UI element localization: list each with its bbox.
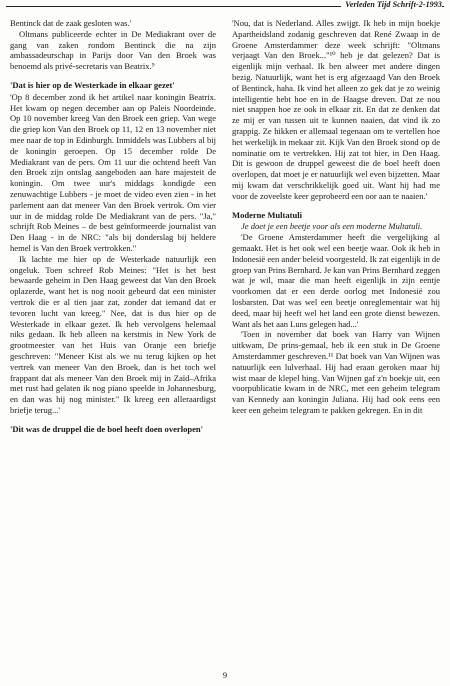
paragraph: 'Toen in november dat boek van Harry van Wijnen uitkwam, De prins-gemaal, heb ik een stuk in De Groene Amsterdammer geschreven.¹¹ Dat boek van Van Wijnen was natuurlijk een lulverhaal. Hij had eraan geroken maar hij wist maar de klepel hing. Van Wijnen gaf z'n boekje uit, een voorpublicatie kwam in de NRC, met een geheim telegram van Kennedy aan koningin Juliana. Hij had ook eens een keer een geheim telegram te pakken gekregen. En in dit: [232, 329, 440, 415]
section-heading: 'Dit was de druppel die de boel heeft doen overlopen': [10, 423, 204, 434]
section-heading: Moderne Multatuli: [232, 209, 303, 220]
interview-question: Je doet je een beetje voor als een moderne Multatuli.: [241, 221, 423, 232]
left-column: [10, 18, 216, 435]
paragraph: 'Nou, dat is Nederland. Alles zwijgt. Ik heb in mijn boekje Apartheidsland zodanig geschreven dat René Zwaap in de Groene Amsterdammer deze week schrijft: "Oltmans verjaagt Van den Broek..."¹⁰ heb je dat gelezen? Dat is eigenlijk mijn verhaal. Ik ben alweer met andere dingen bezig. Natuurlijk, want het is erg afgezaagd Van den Broek of Bentinck, haha. Ik vind het alleen zo gek dat je zo weinig intelligentie hebt hoe en in de Haagse dreven. Dat ze nou niet snappen hoe ze ook in elkaar zit. En dat ze denken dat ze mij er van tussen uit te kunnen naaien, dat vind ik zo grappig. Ze hikken er allemaal tegenaan om te vertellen hoe het werkelijk in mekaar zit. Kijk Van den Broek stond op de nominatie om te vertrekken. Hij zat tot hier, in Den Haag. Dit is gewoon de druppel geweest die de boel heeft doen overlopen, dat moet je er natuurlijk wel even bijzetten. Maar mij kwam dat verschrikkelijk goed uit. Want hij had me voor de zoveelste keer geprobeerd een oor aan te naaien.': [232, 18, 440, 201]
right-column: [232, 18, 440, 416]
paragraph: Bentinck dat de zaak gesloten was.': [10, 18, 132, 28]
paragraph: Oltmans publiceerde echter in De Mediakrant over de gang van zaken rondom Bentinck die na zijn ambassadeurschap in Parijs door Van den Broek was benoemd als privé-secretaris van Beatrix.⁹: [10, 28, 216, 72]
page-number: 9: [222, 670, 228, 680]
paragraph: 'De Groene Amsterdammer heeft die vergelijking al gemaakt. Het is het ook wel een beetje waar. Ook ik heb in Indonesië een ander beleid voorgesteld. Ik zat eigenlijk in de groep van Prins Bernhard. Je kan van Prins Bernhard zeggen wat je wil, maar die man heeft eigenlijk in zijn eentje voorkomen dat er een derde oorlog met Indonesië zou losbarsten. Dat was wel een beetje onreglementair wat hij deed, maar hij heeft wel het land een grote dienst bewezen. Want als het aan Luns gelegen had...': [232, 232, 440, 329]
running-head: Verleden Tijd Schrift-2-1993: [341, 0, 442, 9]
section-heading: 'Dat is hier op de Westerkade in elkaar gezet': [10, 79, 175, 90]
paragraph: 'Op 8 december zond ik het artikel naar koningin Beatrix. Het kwam op negen december aan op Paleis Noordeinde. Op 10 november kreeg Van den Broek een griep. Van wege die griep kon Van den Broek op 11, 12 en 13 november niet mee naar de top in Edinburgh. Inmiddels was Lubbers al bij de koningin geroepen. Op 15 december rolde De Mediakrant van de pers. Om 11 uur die ochtend heeft Van den Broek zijn ontslag aangeboden aan hare majesteit de koningin. Om twee uur's middags kondigde een zenuwachtige Lubbers - je moet de video even zien - in het parlement aan dat meneer Van den Broek vertrok. Om vier uur in de middag rolde De Mediakrant van de pers. "Ja," schrijft Rob Meines – de best geïnformeerde journalist van Den Haag - in de NRC: "als bij donderslag bij heldere hemel is Van den Broek vertrokken.": [10, 91, 216, 253]
paragraph: Ik lachte me hier op de Westerkade natuurlijk een ongeluk. Toen schreef Rob Meines: "Het is het best bewaarde geheim in Den Haag geweest dat Van den Broek oplazerde, want het is nog nooit gebeurd dat een minister vertrok die er al tien jaar zat, zonder dat iemand dat er tevoren lucht van kreeg." Nee, dat is dus hier op de Westerkade in elkaar gezet. Ik heb vervolgens helemaal niks gedaan. Ik heb alleen na kerstmis in New York de grootmeester van het Huis van Oranje een briefje geschreven: "Meneer Kist als we nu terug kijken op het vertrek van meneer Van den Broek, dan is het toch wel frappant dat als meneer Van den Broek mij in Zaïd–Afrika met rust had gelaten ik nog piano speelde in Johannesburg, en dan was hij nog minister." Ik kreeg een alleraardigst briefje terug...': [10, 253, 216, 415]
